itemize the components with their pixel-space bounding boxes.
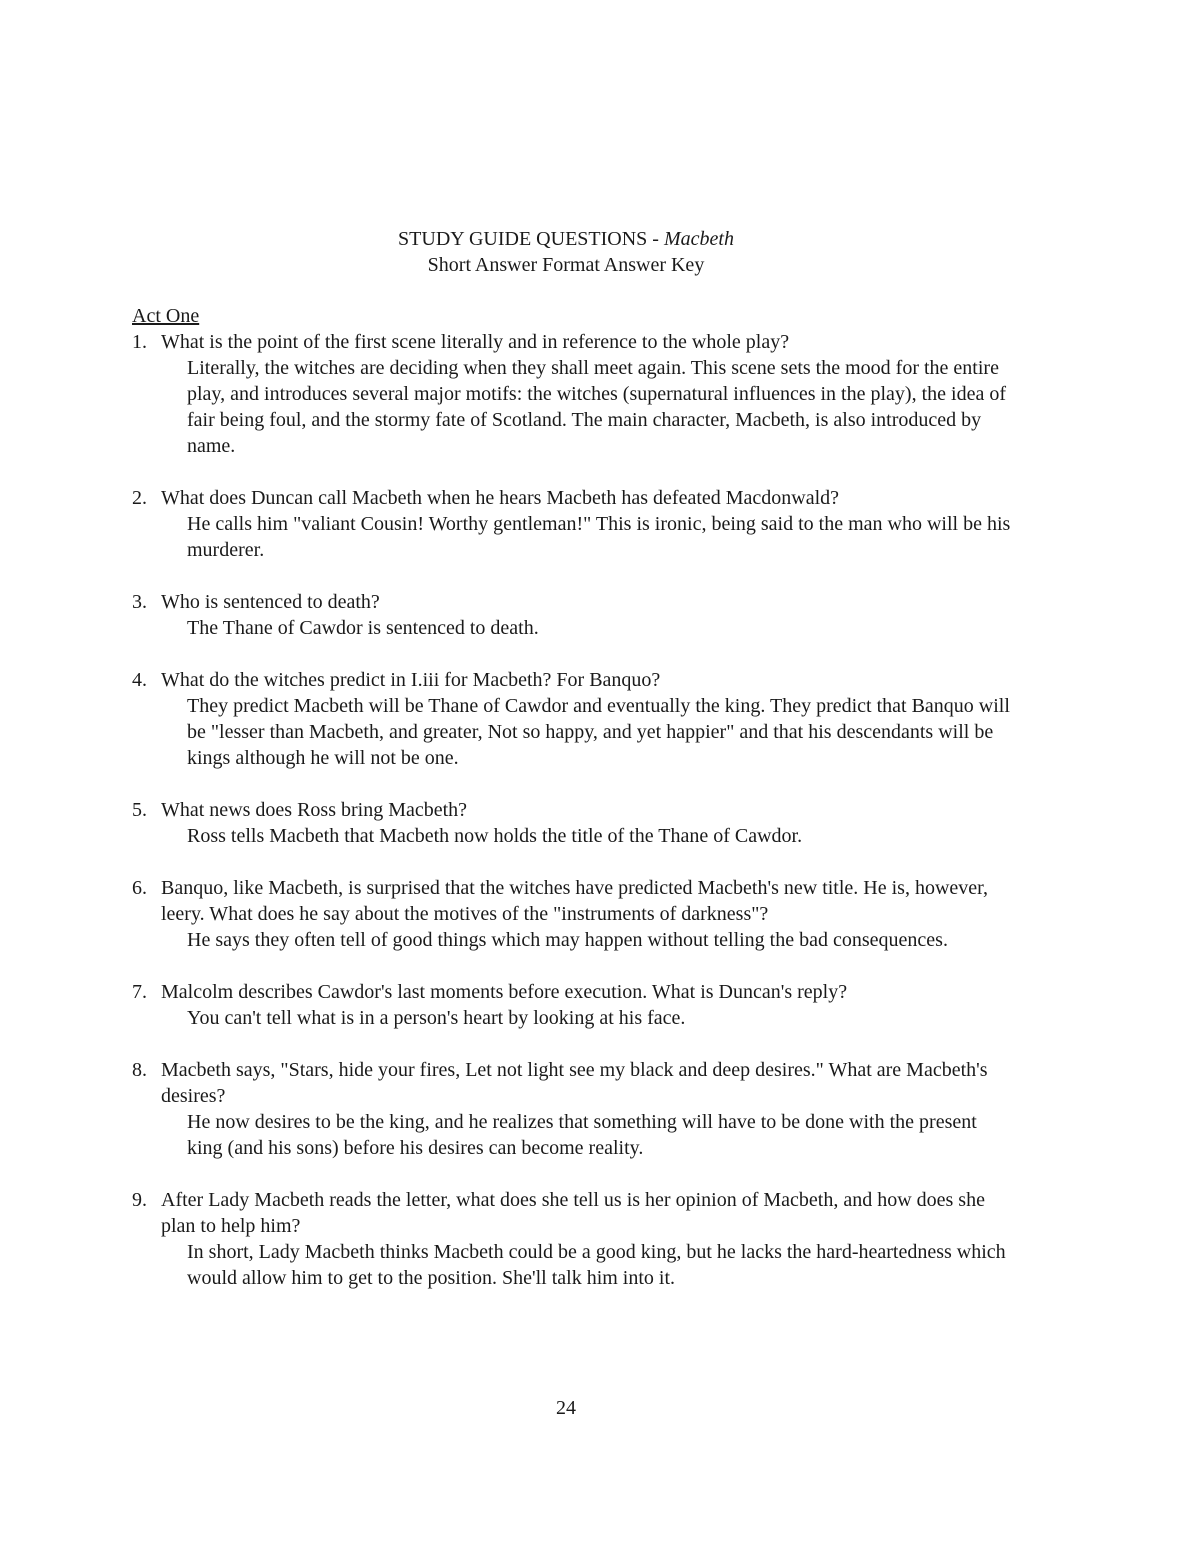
question-row — [132, 329, 1012, 355]
title-work: Macbeth — [663, 228, 734, 250]
answer-text: He calls him "valiant Cousin! Worthy gentleman!" This is ironic, being said to the man who will be his murderer. — [187, 513, 1011, 561]
question-number: 9. — [132, 1189, 147, 1211]
question-text: Malcolm describes Cawdor's last moments before execution. What is Duncan's reply? — [161, 981, 848, 1003]
title-block — [0, 226, 1132, 278]
question-item — [132, 979, 1012, 1031]
question-text: Who is sentenced to death? — [161, 591, 380, 613]
question-text: Macbeth says, "Stars, hide your fires, Let not light see my black and deep desires." What are Macbeth's desires? — [161, 1059, 988, 1107]
question-item — [132, 329, 1012, 459]
question-item — [132, 1187, 1012, 1291]
question-item — [132, 1057, 1012, 1161]
page-number: 24 — [556, 1397, 576, 1419]
question-text: What is the point of the first scene literally and in reference to the whole play? — [161, 331, 790, 353]
question-item — [132, 589, 1012, 641]
question-row — [132, 485, 1012, 511]
question-row — [132, 667, 1012, 693]
question-text: What news does Ross bring Macbeth? — [161, 799, 468, 821]
answer-text: They predict Macbeth will be Thane of Cawdor and eventually the king. They predict that Banquo will be "lesser than Macbeth, and greater, Not so happy, and yet happier" and that his descendants will be kings although he will not be one. — [187, 695, 1010, 769]
question-text: What does Duncan call Macbeth when he hears Macbeth has defeated Macdonwald? — [161, 487, 840, 509]
question-item — [132, 667, 1012, 771]
question-row — [132, 1057, 1012, 1109]
question-item — [132, 797, 1012, 849]
answer-text: The Thane of Cawdor is sentenced to death. — [187, 617, 539, 639]
answer-text: Ross tells Macbeth that Macbeth now holds the title of the Thane of Cawdor. — [187, 825, 803, 847]
question-row — [132, 875, 1012, 927]
question-item — [132, 875, 1012, 953]
question-text: After Lady Macbeth reads the letter, what does she tell us is her opinion of Macbeth, and how does she plan to help him? — [161, 1189, 985, 1237]
question-number: 4. — [132, 669, 147, 691]
page-title — [0, 226, 1132, 252]
question-number: 5. — [132, 799, 147, 821]
answer-text: He now desires to be the king, and he realizes that something will have to be done with the present king (and his sons) before his desires can become reality. — [187, 1111, 977, 1159]
page-subtitle: Short Answer Format Answer Key — [427, 254, 705, 276]
answer-text: Literally, the witches are deciding when they shall meet again. This scene sets the mood for the entire play, and introduces several major motifs: the witches (supernatural influences in the play), the idea of fair being foul, and the stormy fate of Scotland. The main character, Macbeth, is also introduced by name. — [187, 357, 1006, 457]
question-number: 8. — [132, 1059, 147, 1081]
answer-text: In short, Lady Macbeth thinks Macbeth could be a good king, but he lacks the hard-heartedness which would allow him to get to the position. She'll talk him into it. — [187, 1241, 1006, 1289]
question-text: What do the witches predict in I.iii for Macbeth? For Banquo? — [161, 669, 661, 691]
question-text: Banquo, like Macbeth, is surprised that the witches have predicted Macbeth's new title. He is, however, leery. What does he say about the motives of the "instruments of darkness"? — [161, 877, 989, 925]
question-row — [132, 1187, 1012, 1239]
question-number: 6. — [132, 877, 147, 899]
question-row — [132, 979, 1012, 1005]
title-prefix: STUDY GUIDE QUESTIONS - — [398, 228, 664, 250]
answer-text: He says they often tell of good things which may happen without telling the bad consequences. — [187, 929, 948, 951]
question-number: 7. — [132, 981, 147, 1003]
answer-text: You can't tell what is in a person's heart by looking at his face. — [187, 1007, 686, 1029]
question-number: 1. — [132, 331, 147, 353]
content — [132, 303, 1012, 1317]
question-number: 2. — [132, 487, 147, 509]
question-row — [132, 797, 1012, 823]
question-item — [132, 485, 1012, 563]
section-heading: Act One — [132, 305, 200, 327]
question-number: 3. — [132, 591, 147, 613]
question-row — [132, 589, 1012, 615]
